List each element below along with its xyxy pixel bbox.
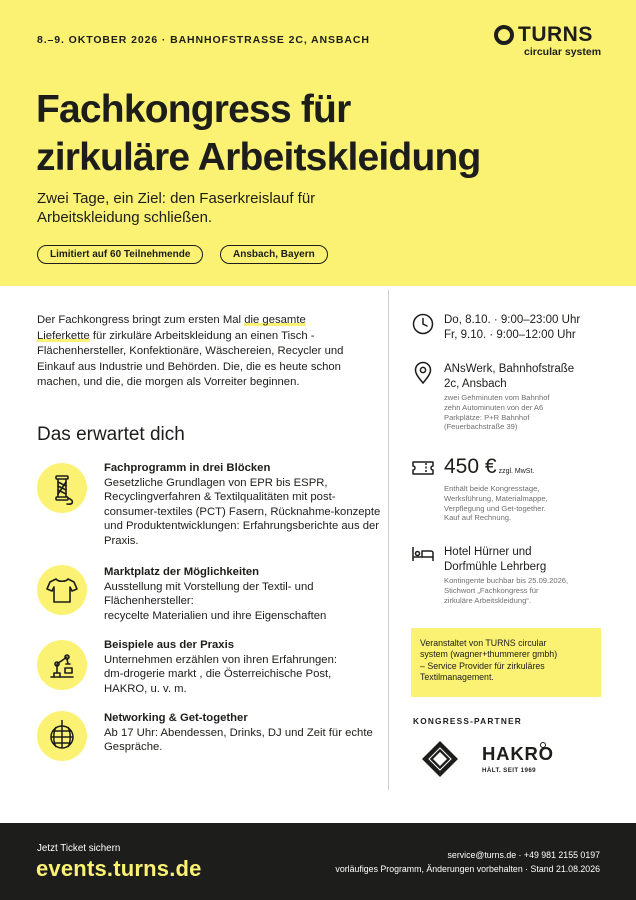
intro-highlight-2: Lieferkette	[37, 329, 90, 342]
organizer-box	[411, 628, 601, 697]
venue-note: zwei Gehminuten vom Bahnhof	[444, 393, 550, 402]
ticket-icon	[411, 456, 435, 480]
page-subtitle	[37, 189, 397, 227]
logo-ring-icon	[494, 25, 514, 45]
venue-note: (Feuerbachstraße 39)	[444, 422, 518, 432]
subtitle-line-1: Zwei Tage, ein Ziel: den Faserkreislauf für	[37, 190, 316, 207]
title-line-1: Fachkongress für	[36, 88, 351, 131]
registered-mark-icon	[540, 742, 546, 748]
intro-text-1: Der Fachkongress bringt zum ersten Mal	[37, 314, 245, 326]
bed-icon	[411, 542, 435, 566]
intro-paragraph	[37, 313, 372, 391]
contact-info[interactable]: service@turns.de · +49 981 2155 0197	[447, 850, 600, 860]
schedule-info	[444, 313, 609, 343]
program-item-body-line-1: Unternehmen erzählen von ihren Erfahrungen:	[104, 653, 337, 666]
program-item-body-line-1: Ausstellung mit Vorstellung der Textil- und Flächenhersteller:	[104, 580, 314, 608]
column-divider	[388, 290, 389, 790]
program-item-title: Networking & Get-together	[104, 712, 248, 724]
intro-highlight-1: die gesamte	[244, 314, 306, 326]
event-date-location: 8.–9. OKTOBER 2026 · BAHNHOFSTRASSE 2C, ANSBACH	[37, 34, 370, 46]
program-item-body: Ab 17 Uhr: Abendessen, Drinks, DJ und Zeit für echte Gespräche.	[104, 726, 373, 754]
price-note: Kauf auf Rechnung.	[444, 513, 512, 523]
title-line-2: zirkuläre Arbeitskleidung	[36, 136, 481, 179]
robot-arm-icon	[37, 640, 87, 690]
tshirt-icon	[37, 565, 87, 615]
price-notes	[444, 484, 609, 523]
venue-name-line-2: 2c, Ansbach	[444, 378, 507, 390]
program-item-text	[104, 461, 382, 549]
organizer-line: Textilmanagement.	[420, 672, 494, 683]
schedule-day-1: Do, 8.10. · 9:00–23:00 Uhr	[444, 314, 581, 326]
subtitle-line-2: Arbeitskleidung schließen.	[37, 209, 213, 226]
location-pin-icon	[411, 361, 435, 385]
event-website-link[interactable]: events.turns.de	[36, 856, 202, 881]
program-item-body: Gesetzliche Grundlagen von EPR bis ESPR, Recyclingverfahren & Textilqualitäten mit post-consumer-textiles (PCT) Fasern, Rücknahme-konzepte und Produktentwicklungen: Erfahrungsberichte aus der Praxis.	[104, 476, 381, 547]
price-note: Enthält beide Kongresstage,	[444, 484, 540, 493]
price-info	[444, 455, 609, 523]
footer	[0, 823, 636, 900]
price-note: Verpflegung und Get-together.	[444, 503, 546, 513]
hakro-logo-name: HAKRO	[482, 743, 554, 764]
program-item-title: Fachprogramm in drei Blöcken	[104, 462, 271, 474]
ticket-cta-text: Jetzt Ticket sichern	[37, 843, 121, 854]
venue-notes	[444, 393, 609, 432]
schedule-day-2: Fr, 9.10. · 9:00–12:00 Uhr	[444, 329, 576, 341]
partner-logo-hakro	[482, 744, 552, 778]
program-item-title: Marktplatz der Möglichkeiten	[104, 566, 260, 578]
program-item-text	[104, 711, 382, 755]
program-item-title: Beispiele aus der Praxis	[104, 639, 234, 651]
price-value: 450 €	[444, 455, 497, 478]
badge-participant-limit: Limitiert auf 60 Teilnehmende	[37, 245, 203, 264]
price-tax-note: zzgl. MwSt.	[498, 468, 535, 475]
organizer-line: – Service Provider für zirkuläres	[420, 660, 545, 671]
header-banner	[0, 0, 636, 286]
hotel-note: zirkuläre Arbeitskleidung“.	[444, 595, 531, 605]
hakro-logo-tagline: HÄLT. SEIT 1969	[482, 767, 537, 774]
hotel-info	[444, 545, 609, 605]
turns-logo	[494, 22, 606, 62]
price-note: Werksführung, Materialmappe,	[444, 493, 548, 503]
hotel-note: Stichwort „Fachkongress für	[444, 585, 539, 595]
program-item-body-line-2: recycelte Materialien und ihre Eigenschaften	[104, 609, 327, 622]
partners-label: KONGRESS-PARTNER	[413, 716, 522, 726]
badge-location: Ansbach, Bayern	[220, 245, 328, 264]
hotel-note: Kontingente buchbar bis 25.09.2026,	[444, 576, 569, 585]
hotel-name-line-1: Hotel Hürner und	[444, 546, 532, 558]
section-title-program: Das erwartet dich	[37, 424, 185, 445]
program-item-body-line-2: dm-drogerie markt , die Österreichische Post,	[104, 668, 332, 681]
venue-name-line-1: ANsWerk, Bahnhofstraße	[444, 363, 575, 375]
partner-logo-1	[420, 739, 460, 779]
organizer-line: Veranstaltet von TURNS circular	[420, 638, 547, 648]
logo-name: TURNS	[518, 23, 593, 46]
program-item-text	[104, 638, 382, 696]
venue-note: zehn Autominuten von der A6	[444, 402, 544, 412]
program-item-body-line-3: HAKRO, u. v. m.	[104, 682, 187, 695]
intro-text-2: für zirkuläre Arbeitskleidung an einen Tisch - Flächenhersteller, Konfektionäre, Wäschereien, Recycler und Einkauf aus Industrie und Behörden. Die, die es heute schon machen, und die, die morgen als Vorreiter beginnen.	[37, 329, 344, 389]
price-line	[444, 455, 609, 479]
organizer-line: system (wagner+thummerer gmbh)	[420, 649, 558, 660]
hotel-name-line-2: Dorfmühle Lehrberg	[444, 561, 547, 573]
program-item-text	[104, 565, 382, 623]
page-title	[36, 86, 616, 182]
disco-ball-icon	[37, 711, 87, 761]
venue-info	[444, 362, 609, 432]
clock-icon	[411, 312, 435, 336]
disclaimer-note: vorläufiges Programm, Änderungen vorbehalten · Stand 21.08.2026	[335, 864, 600, 874]
hotel-notes	[444, 576, 609, 605]
yarn-spool-icon	[37, 463, 87, 513]
venue-note: Parkplätze: P+R Bahnhof	[444, 412, 530, 422]
logo-subtitle: circular system	[524, 46, 602, 58]
